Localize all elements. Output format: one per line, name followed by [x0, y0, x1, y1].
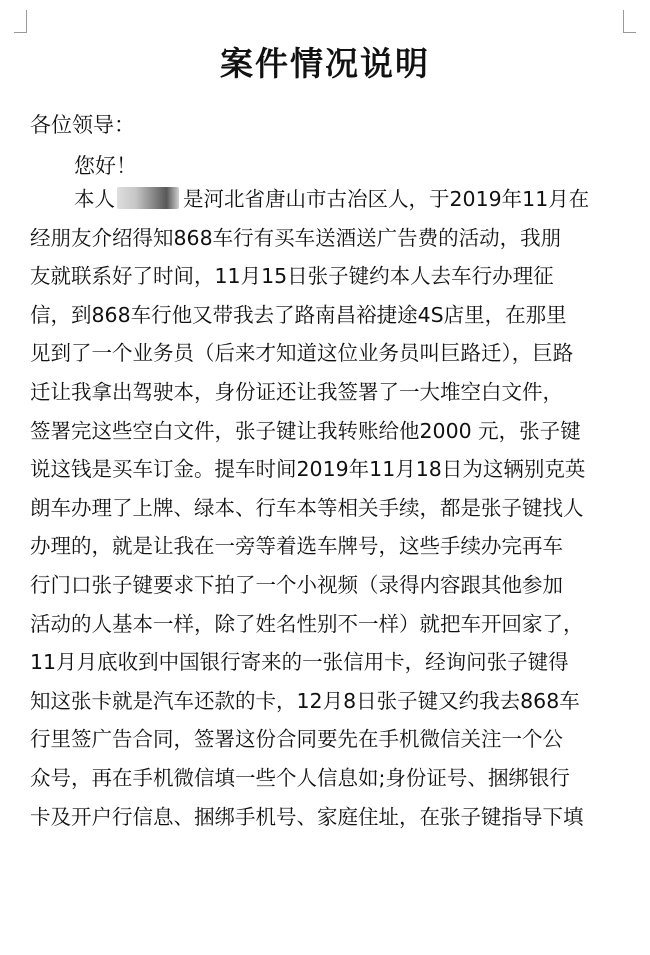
body-line: 11月月底收到中国银行寄来的一张信用卡，经询问张子键得	[30, 650, 569, 675]
body-line: 朗车办理了上牌、绿本、行车本等相关手续，都是张子键找人	[30, 495, 584, 520]
body-line: 办理的，就是让我在一旁等着选车牌号，这些手续办完再车	[30, 534, 563, 559]
body-line: 众号，再在手机微信填一些个人信息如;身份证号、捆绑银行	[30, 765, 570, 790]
body-line: 签署完这些空白文件，张子键让我转账给他2000 元，张子键	[30, 418, 581, 443]
margin-corner-mark-left	[14, 10, 27, 33]
margin-corner-mark-right	[623, 10, 636, 33]
body-line: 经朋友介绍得知868车行有买车送酒送广告费的活动，我朋	[30, 225, 562, 250]
body-line: 活动的人基本一样，除了姓名性别不一样）就把车开回家了，	[30, 611, 584, 636]
body-line: 卡及开户行信息、捆绑手机号、家庭住址，在张子键指导下填	[30, 804, 584, 829]
document-title: 案件情况说明	[220, 44, 430, 83]
body-line-first	[30, 180, 626, 219]
body-line: 信，到868车行他又带我去了路南昌裕捷途4S店里，在那里	[30, 302, 567, 327]
first-line-suffix: 是河北省唐山市古冶区人，于2019年11月在	[183, 187, 590, 211]
redacted-name-block	[117, 187, 179, 209]
first-line-prefix: 本人	[74, 187, 115, 211]
greeting: 您好！	[74, 154, 137, 178]
body-line: 知这张卡就是汽车还款的卡，12月8日张子键又约我去868车	[30, 688, 580, 713]
body-line: 说这钱是买车订金。提车时间2019年11月18日为这辆别克英	[30, 457, 586, 482]
body-line: 友就联系好了时间，11月15日张子键约本人去车行办理征	[30, 264, 554, 289]
body-line: 行门口张子键要求下拍了一个小视频（录得内容跟其他参加	[30, 572, 563, 597]
body-line: 迁让我拿出驾驶本，身份证还让我签署了一大堆空白文件，	[30, 379, 563, 404]
body-text	[30, 180, 626, 836]
body-line: 见到了一个业务员（后来才知道这位业务员叫巨路迁），巨路	[30, 341, 574, 366]
body-line: 行里签广告合同，签署这份合同要先在手机微信关注一个公	[30, 727, 563, 752]
salutation: 各位领导：	[30, 113, 135, 137]
